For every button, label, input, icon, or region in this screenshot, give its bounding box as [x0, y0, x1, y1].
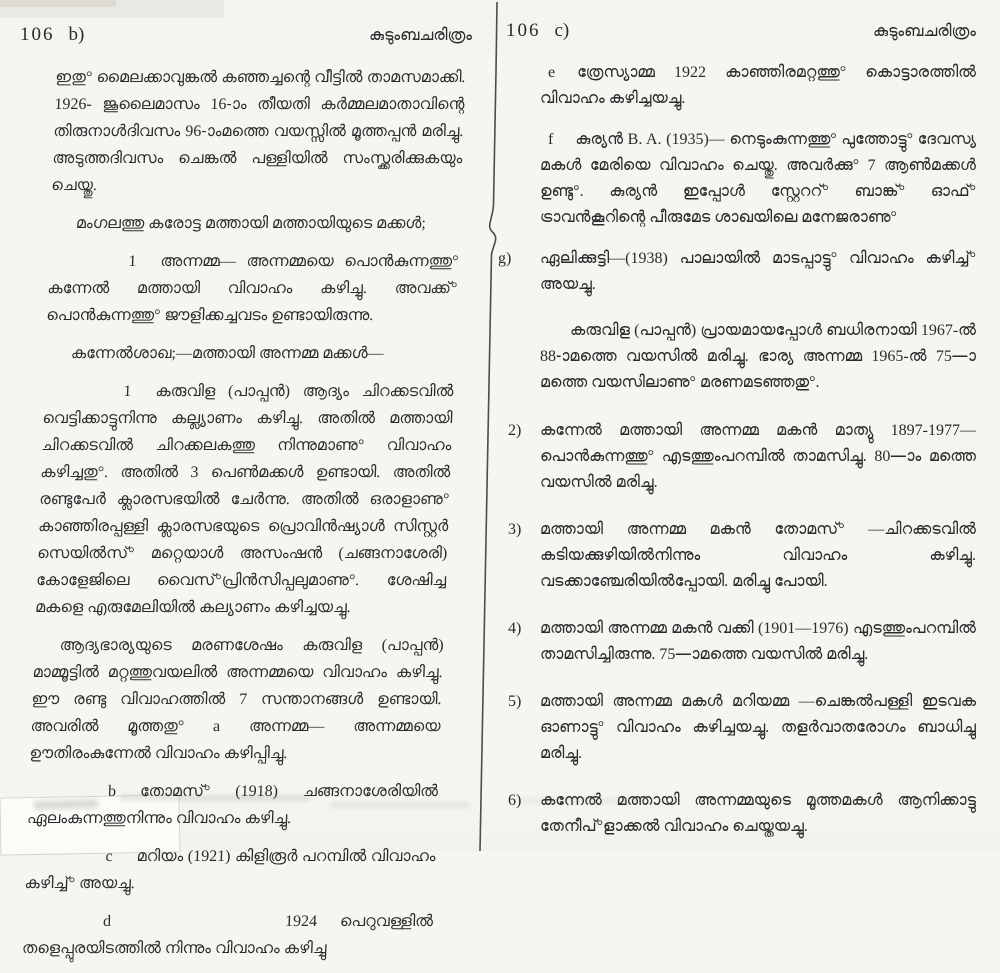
left-page-body — [0, 64, 472, 962]
item-text: ഏലിക്കുട്ടി—(1938) പാലായിൽ മാടപ്പാട്ടു° വിവാഹം കഴിച്ച്° അയച്ചു. — [540, 250, 976, 293]
item-number: 3) — [508, 521, 522, 538]
item-text: അന്നമ്മ— അന്നമ്മയെ പൊൻകുന്നത്തു° കന്നേൽ മത്തായി വിവാഹം കഴിച്ചു. അവക്ക്° പൊൻകുന്നത്തു° ജൗളിക്കച്ചവടം ഉണ്ടായിരുന്നു. — [46, 253, 459, 324]
item-number: 6) — [508, 792, 522, 809]
right-folio — [506, 20, 569, 42]
right-page-body — [498, 60, 976, 840]
item-label: f — [548, 131, 554, 148]
list-item — [540, 60, 976, 112]
item-label: 1 — [128, 253, 137, 270]
list-item — [24, 843, 436, 897]
list-item — [540, 127, 976, 231]
paragraph: കന്നേൽശാഖ;—മത്തായി അന്നമ്മ മക്കൾ— — [70, 345, 384, 362]
list-item — [22, 908, 434, 962]
right-page — [498, 20, 976, 861]
item-text: കന്നേൽ മത്തായി അന്നമ്മയുടെ മൂത്തമകൾ ആനിക്കാട്ടു തേനീപ്°ളാക്കൽ വിവാഹം ചെയ്തയച്ചു. — [540, 792, 976, 835]
paragraph: ഇതു° മൈലക്കാവുങ്കൽ കഞ്ഞച്ചന്റെ വീട്ടിൽ താമസമാക്കി. 1926- ജൂലൈമാസം 16-ാം തീയതി കർമ്മലമാതാവിന്റെ തിരുനാൾദിവസം 96-ാംമത്തെ വയസ്സിൽ മൂത്തപ്പൻ മരിച്ചു. അടുത്തദിവസം ചെങ്കൽ പള്ളിയിൽ സംസ്ക്കരിക്കുകയും ചെയ്തു. — [51, 69, 466, 194]
item-label: d — [102, 913, 112, 930]
item-text: കരുവിള (പാപ്പൻ) ആദ്യം ചിറക്കടവിൽ വെട്ടിക്കാട്ടുനിന്നു കല്ല്യാണം കഴിച്ചു. അതിൽ മത്തായി ചിറക്കടവിൽ ചിറക്കലകത്തു നിന്നുമാണു° വിവാഹം കഴിച്ചതു°. അതിൽ 3 പെൺമക്കൾ ഉണ്ടായി. അതിൽ രണ്ടുപേർ ക്ലാരസഭയിൽ ചേർന്നു. അതിൽ ഒരാളാണു° കാഞ്ഞിരപ്പള്ളി ക്ലാരസഭയുടെ പ്രൊവിൻഷ്യാൾ സിസ്റ്റർ സെയിൽസ്° മറ്റെയാൾ അസംഷൻ (ചങ്ങനാശേരി) കോളേജിലെ വൈസ്°പ്രിൻസിപ്പലുമാണു°. ശേഷിച്ച മകളെ എരുമേലിയിൽ കല്യാണം കഴിച്ചയച്ചു. — [34, 383, 454, 616]
scan-edge-artifact-top-dark — [0, 0, 116, 7]
right-page-header — [506, 20, 976, 42]
left-page — [20, 24, 472, 973]
item-text: മത്തായി അന്നമ്മ മകൾ മറിയമ്മ —ചെങ്കൽപള്ളി ഇടവക ഓണാട്ടു° വിവാഹം കഴിച്ചയച്ചു. തളർവാതരോഗം ബാധിച്ചു മരിച്ചു. — [540, 693, 976, 762]
item-number: 2) — [508, 422, 522, 439]
list-item — [498, 246, 976, 298]
right-section-letter: c) — [554, 20, 570, 41]
paragraph: ആദ്യഭാര്യയുടെ മരണശേഷം കരുവിള (പാപ്പൻ) മാമ്മൂട്ടിൽ മറ്റത്തുവയലിൽ അന്നമ്മയെ വിവാഹം കഴിച്ചു. ഈ രണ്ടു വിവാഹത്തിൽ 7 സന്താനങ്ങൾ ഉണ്ടായി. അവരിൽ മൂത്തതു° a അന്നമ്മ— അന്നമ്മയെ ഊതിരംകുന്നേൽ വിവാഹം കഴിപ്പിച്ചു. — [29, 637, 444, 762]
item-text: മത്തായി അന്നമ്മ മകൻ വക്കി (1901—1976) എടത്തുംപറമ്പിൽ താമസിച്ചിരുന്നു. 75—ാമത്തെ വയസിൽ മരിച്ചു. — [540, 620, 976, 663]
list-item — [508, 418, 976, 496]
list-item — [35, 378, 454, 621]
right-running-title: കുടുംബചരിത്രം — [872, 23, 976, 40]
item-text: 1924 പെറുവള്ളിൽ തളെപ്പുരയിടത്തിൽ നിന്നും വിവാഹം കഴിച്ചു — [21, 913, 434, 957]
paragraph: കരുവിള (പാപ്പൻ) പ്രായമായപ്പോൾ ബധിരനായി 1967-ൽ 88-ാമത്തെ വയസിൽ മരിച്ചു. ഭാര്യ അന്നമ്മ 1965-ൽ 75—ാമത്തെ വയസിലാണു° മരണമടഞ്ഞതു°. — [540, 322, 976, 391]
item-text: തോമസ്° (1918) ചങ്ങനാശേരിയിൽ ഏലംകുന്നത്തുനിന്നും വിവാഹം കഴിച്ചു. — [26, 783, 439, 827]
item-text: കന്നേൽ മത്തായി അന്നമ്മ മകൻ മാത്യു 1897-1977— പൊൻകുന്നത്തു° എടത്തുംപറമ്പിൽ താമസിച്ചു. 80—ാം മത്തെ വയസിൽ മരിച്ചു. — [540, 422, 976, 491]
item-label: 1 — [123, 383, 132, 400]
left-running-title: കുടുംബചരിത്രം — [368, 27, 472, 44]
list-item — [508, 517, 976, 595]
left-section-letter: b) — [68, 24, 85, 45]
left-page-number: 106 — [20, 24, 55, 45]
item-text: മറിയം (1921) കിളിരൂർ പറമ്പിൽ വിവാഹം കഴിച്ച്° അയച്ചു. — [24, 848, 436, 892]
item-label: b — [107, 783, 117, 800]
item-text: ത്രേസ്യാമ്മ 1922 കാഞ്ഞിരമറ്റത്തു° കൊട്ടാരത്തിൽ വിവാഹം കഴിച്ചയച്ചു. — [540, 64, 976, 107]
item-label: e — [548, 64, 556, 81]
right-page-number: 106 — [506, 20, 541, 41]
left-folio — [20, 24, 84, 46]
item-text: മത്തായി അന്നമ്മ മകൻ തോമസ്° —ചിറക്കടവിൽ കടിയക്കുഴിയിൽനിന്നും വിവാഹം കഴിച്ചു. വടക്കാഞ്ചേരിയിൽപ്പോയി. മരിച്ചു പോയി. — [540, 521, 976, 590]
item-number: 4) — [508, 620, 522, 637]
list-item — [46, 248, 459, 329]
list-item — [508, 616, 976, 668]
left-page-header — [20, 24, 472, 46]
list-item — [508, 788, 976, 840]
item-text: കുര്യൻ B. A. (1935)— നെടുംകുന്നത്തു° പുത്തോട്ടു° ദേവസ്യ മകൾ മേരിയെ വിവാഹം ചെയ്തു. അവർക്കു° 7 ആൺമക്കൾ ഉണ്ടു°. കുര്യൻ ഇപ്പോൾ സ്റ്റേററ്° ബാങ്ക്° ഓഫ്° ട്രാവൻകൂറിന്റെ പീരുമേട ശാഖയിലെ മനേജരാണു° — [540, 131, 976, 226]
item-label: g) — [498, 250, 512, 267]
item-label: c — [105, 848, 113, 865]
item-number: 5) — [508, 693, 522, 710]
paragraph: മംഗലത്തു കരോട്ട മത്തായി മത്തായിയുടെ മക്കൾ; — [75, 215, 427, 232]
list-item — [508, 689, 976, 767]
list-item — [26, 778, 438, 832]
